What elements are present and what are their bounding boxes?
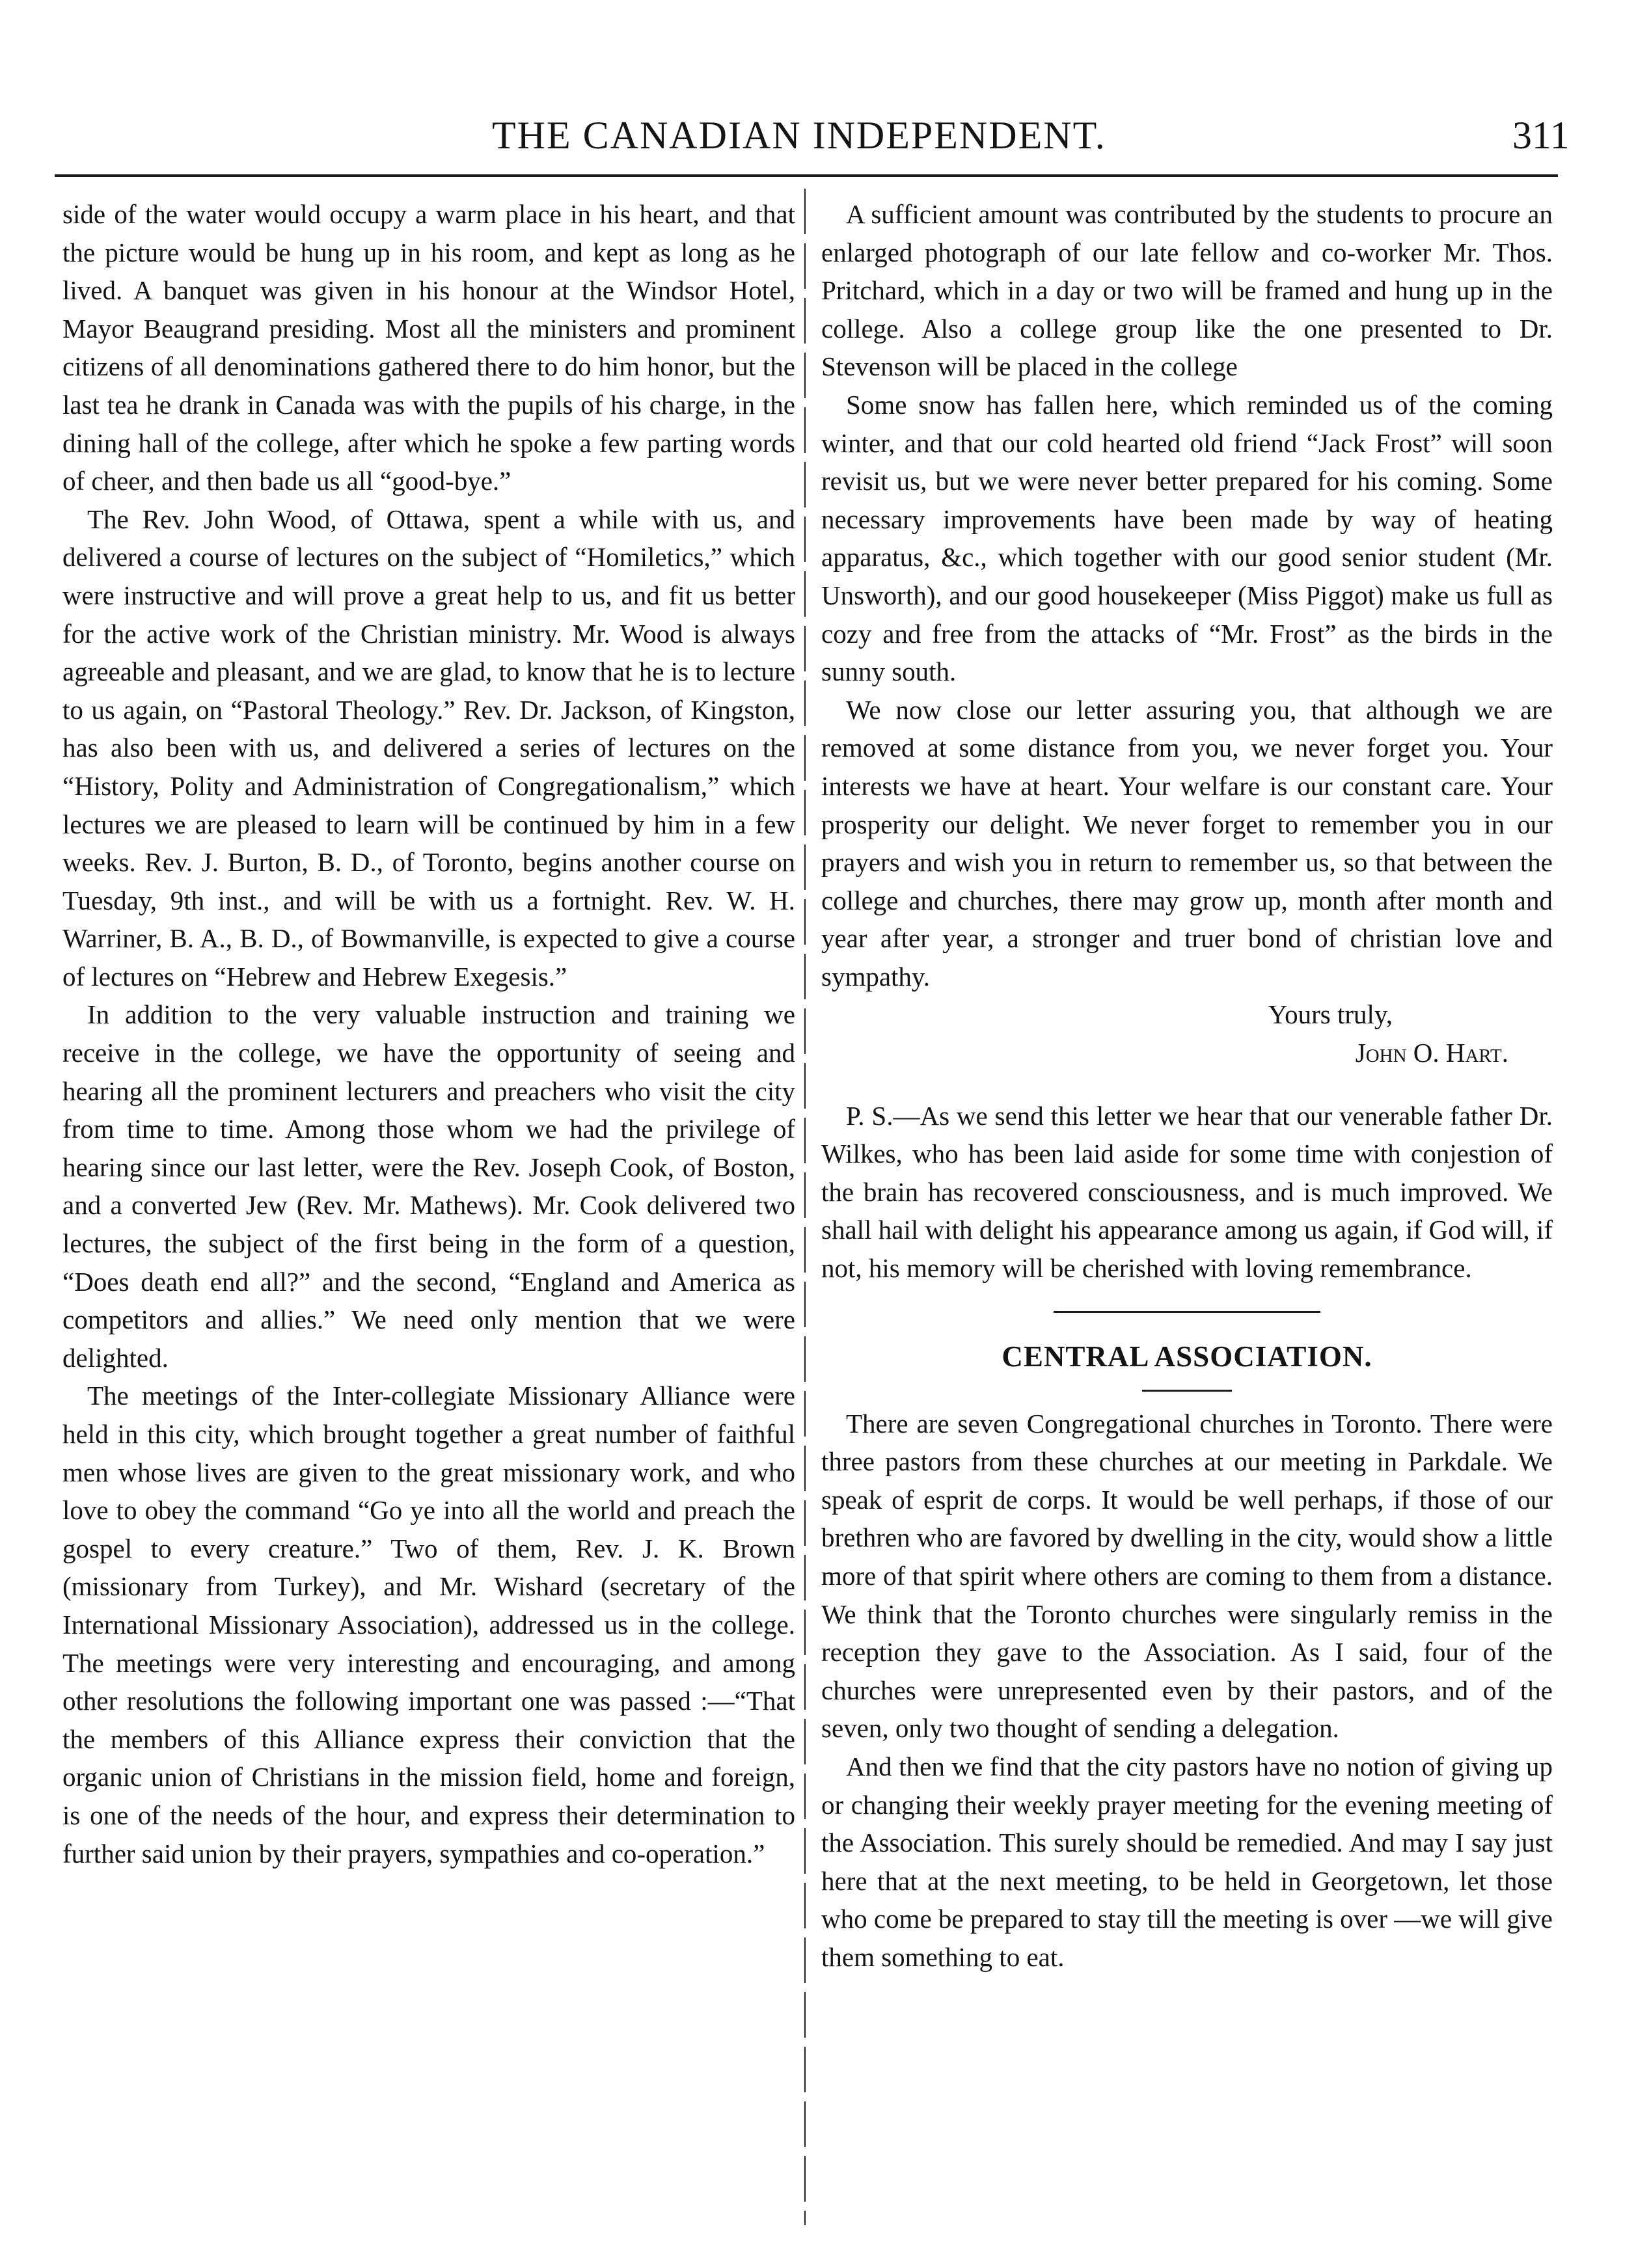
paragraph: And then we find that the city pastors have no notion of giving up or changing their weekly prayer meeting for the evening meeting of the Association. This surely should be remedied. And may I say just here that at the next meeting, to be held in Georgetown, let those who come be prepared to stay till the meeting is over —we will give them something to eat. [821, 1751, 1553, 1972]
paragraph-continued: side of the water would occupy a warm place in his heart, and that the picture would be hung up in his room, and kept as long as he lived. A banquet was given in his honour at the Windsor Hotel, Mayor Beaugrand presiding. Most all the ministers and prominent citizens of all denominations gathered there to do him honor, but the last tea he drank in Canada was with the pupils of his charge, in the dining hall of the college, after which he spoke a few parting words of cheer, and then bade us all “good-bye.” [62, 199, 795, 496]
paragraph: In addition to the very valuable instruction and training we receive in the college, we have the opportunity of seeing and hearing all the prominent lecturers and preachers who visit the city from time to time. Among those whom we had the privilege of hearing since our last letter, were the Rev. Joseph Cook, of Boston, and a converted Jew (Rev. Mr. Mathews). Mr. Cook delivered two lectures, the subject of the first being in the form of a question, “Does death end all?” and the second, “England and America as competitors and allies.” We need only mention that we were delighted. [62, 999, 795, 1373]
paragraph: A sufficient amount was contributed by the students to procure an enlarged photograph of our late fellow and co-worker Mr. Thos. Pritchard, which in a day or two will be framed and hung up in the college. Also a college group like the one presented to Dr. Stevenson will be placed in the college [821, 199, 1553, 382]
section-rule [1054, 1311, 1320, 1313]
page-header [0, 109, 1636, 161]
letter-signature: John O. Hart. [1355, 1038, 1508, 1068]
paragraph: There are seven Congregational churches in Toronto. There were three pastors from these churches at our meeting in Parkdale. We speak of esprit de corps. It would be well perhaps, if those of our brethren who are favored by dwelling in the city, would show a little more of that spirit where others are coming to them from a distance. We think that the Toronto churches were singularly remiss in the reception they gave to the Association. As I said, four of the churches were unrepresented even by their pastors, and of the seven, only two thought of sending a delegation. [821, 1408, 1553, 1744]
left-column [62, 195, 795, 1872]
heading-underline [1142, 1390, 1232, 1392]
letter-signoff: Yours truly, [1268, 999, 1393, 1030]
section-heading: CENTRAL ASSOCIATION. [1002, 1340, 1372, 1373]
masthead-title: THE CANADIAN INDEPENDENT. [492, 114, 1106, 157]
header-rule [55, 174, 1558, 177]
column-divider [804, 189, 806, 2225]
spacer [821, 1072, 1553, 1097]
paragraph: The Rev. John Wood, of Ottawa, spent a while with us, and delivered a course of lectures on the subject of “Homiletics,” which were instructive and will prove a great help to us, and fit us better for the active work of the Christian ministry. Mr. Wood is always agreeable and pleasant, and we are glad, to know that he is to lecture to us again, on “Pastoral Theology.” Rev. Dr. Jackson, of Kingston, has also been with us, and delivered a series of lectures on the “History, Polity and Administration of Congregationalism,” which lectures we are pleased to learn will be continued by him in a few weeks. Rev. J. Burton, B. D., of Toronto, begins another course on Tuesday, 9th inst., and will be with us a fortnight. Rev. W. H. Warriner, B. A., B. D., of Bowmanville, is expected to give a course of lectures on “Hebrew and Hebrew Exegesis.” [62, 504, 795, 992]
paragraph: The meetings of the Inter-collegiate Missionary Alliance were held in this city, which brought together a great number of faithful men whose lives are given to the great missionary work, and who love to obey the command “Go ye into all the world and preach the gospel to every creature.” Two of them, Rev. J. K. Brown (missionary from Turkey), and Mr. Wishard (secretary of the International Missionary Association), addressed us in the college. The meetings were very interesting and encouraging, and among other resolutions the following important one was passed :—“That the members of this Alliance express their conviction that the organic union of Christians in the mission field, home and foreign, is one of the needs of the hour, and express their determination to further said union by their prayers, sympathies and co-operation.” [62, 1381, 795, 1869]
right-column [821, 195, 1553, 1977]
paragraph: We now close our letter assuring you, that although we are removed at some distance from you, we never forget you. Your interests we have at heart. Your welfare is our constant care. Your prosperity our delight. We never forget to remember you in our prayers and wish you in return to remember us, so that between the college and churches, there may grow up, month after month and year after year, a stronger and truer bond of christian love and sympathy. [821, 694, 1553, 992]
page-number: 311 [1512, 114, 1570, 157]
postscript: P. S.—As we send this letter we hear that our venerable father Dr. Wilkes, who has been laid aside for some time with conjestion of the brain has recovered consciousness, and is much improved. We shall hail with delight his appearance among us again, if God will, if not, his memory will be cherished with loving remembrance. [821, 1100, 1553, 1284]
paragraph: Some snow has fallen here, which reminded us of the coming winter, and that our cold hearted old friend “Jack Frost” will soon revisit us, but we were never better prepared for his coming. Some necessary improvements have been made by way of heating apparatus, &c., which together with our good senior student (Mr. Unsworth), and our good housekeeper (Miss Piggot) make us full as cozy and free from the attacks of “Mr. Frost” as the birds in the sunny south. [821, 389, 1553, 687]
